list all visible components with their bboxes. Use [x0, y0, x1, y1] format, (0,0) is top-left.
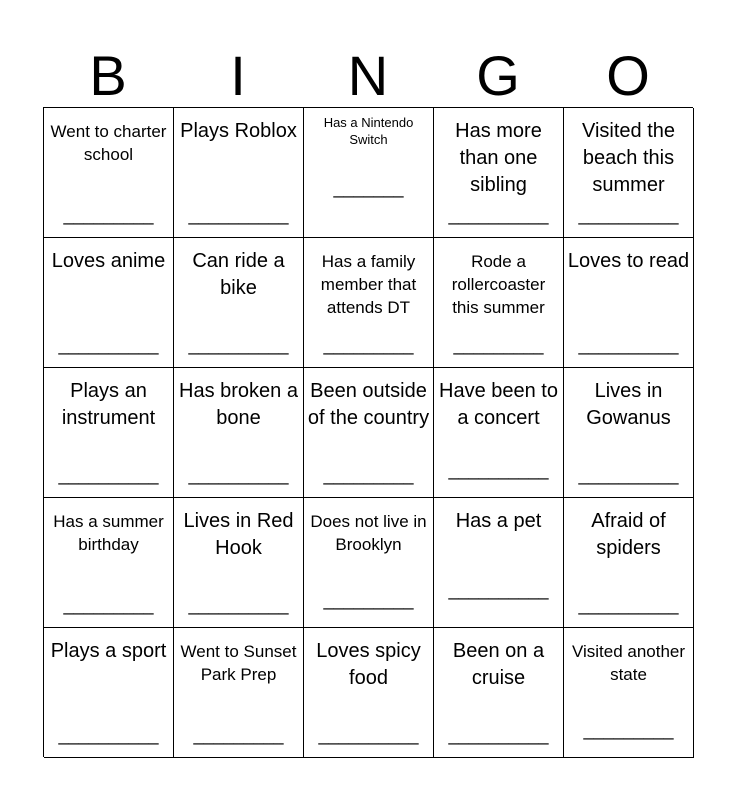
name-blank-line: __________ — [58, 725, 159, 745]
bingo-cell[interactable] — [174, 238, 304, 368]
name-blank-line: __________ — [448, 460, 549, 480]
cell-prompt: Has a summer birthday — [53, 512, 164, 554]
cell-prompt: Lives in Gowanus — [586, 380, 671, 429]
bingo-cell[interactable] — [434, 628, 564, 758]
bingo-cell[interactable] — [434, 238, 564, 368]
cell-prompt: Have been to a concert — [439, 380, 558, 429]
cell-prompt: Plays an instrument — [61, 380, 156, 429]
cell-prompt: Went to Sunset Park Prep — [180, 642, 297, 684]
bingo-cell[interactable] — [564, 628, 694, 758]
name-blank-line: _________ — [323, 335, 414, 355]
bingo-cell[interactable] — [44, 628, 174, 758]
cell-prompt: Been outside of the country — [307, 380, 430, 429]
bingo-cell[interactable] — [564, 368, 694, 498]
bingo-cell[interactable] — [44, 498, 174, 628]
header-letter-o: O — [606, 44, 650, 107]
bingo-board — [43, 107, 693, 757]
bingo-header — [43, 44, 693, 108]
cell-prompt: Went to charter school — [50, 122, 167, 164]
name-blank-line: _________ — [63, 205, 154, 225]
name-blank-line: __________ — [58, 465, 159, 485]
header-letter-g: G — [476, 44, 520, 107]
bingo-cell[interactable] — [174, 628, 304, 758]
name-blank-line: __________ — [578, 335, 679, 355]
cell-prompt: Loves spicy food — [316, 640, 421, 689]
name-blank-line: __________ — [578, 205, 679, 225]
bingo-cell[interactable] — [564, 108, 694, 238]
cell-prompt: Has a family member that attends DT — [320, 252, 417, 317]
cell-prompt: Lives in Red Hook — [183, 510, 294, 559]
cell-prompt: Can ride a bike — [192, 250, 285, 299]
cell-prompt: Has a Nintendo Switch — [323, 115, 414, 147]
name-blank-line: _________ — [193, 725, 284, 745]
header-letter-i: I — [230, 44, 246, 107]
bingo-cell[interactable] — [44, 238, 174, 368]
name-blank-line: __________ — [448, 725, 549, 745]
name-blank-line: __________ — [188, 335, 289, 355]
cell-prompt: Has broken a bone — [179, 380, 298, 429]
name-blank-line: __________ — [188, 595, 289, 615]
bingo-cell[interactable] — [304, 498, 434, 628]
name-blank-line: __________ — [578, 595, 679, 615]
header-letter-n: N — [347, 44, 389, 107]
name-blank-line: _______ — [333, 178, 404, 198]
name-blank-line: __________ — [448, 205, 549, 225]
bingo-cell[interactable] — [564, 498, 694, 628]
name-blank-line: __________ — [578, 465, 679, 485]
name-blank-line: __________ — [318, 725, 419, 745]
bingo-cell[interactable] — [304, 238, 434, 368]
bingo-cell[interactable] — [434, 368, 564, 498]
header-letter-b: B — [89, 44, 127, 107]
bingo-cell[interactable] — [44, 108, 174, 238]
name-blank-line: __________ — [188, 205, 289, 225]
name-blank-line: _________ — [453, 335, 544, 355]
bingo-cell[interactable] — [434, 108, 564, 238]
name-blank-line: __________ — [58, 335, 159, 355]
bingo-cell[interactable] — [304, 628, 434, 758]
cell-prompt: Visited the beach this summer — [581, 120, 676, 196]
cell-prompt: Loves to read — [567, 250, 690, 272]
name-blank-line: _________ — [583, 720, 674, 740]
bingo-cell[interactable] — [564, 238, 694, 368]
cell-prompt: Rode a rollercoaster this summer — [451, 252, 546, 317]
cell-prompt: Been on a cruise — [452, 640, 545, 689]
bingo-cell[interactable] — [304, 368, 434, 498]
name-blank-line: _________ — [323, 590, 414, 610]
bingo-cell[interactable] — [174, 368, 304, 498]
name-blank-line: __________ — [188, 465, 289, 485]
cell-prompt: Has more than one sibling — [455, 120, 542, 196]
cell-prompt: Afraid of spiders — [591, 510, 666, 559]
name-blank-line: _________ — [323, 465, 414, 485]
cell-prompt: Plays Roblox — [180, 120, 297, 142]
bingo-cell[interactable] — [44, 368, 174, 498]
name-blank-line: _________ — [63, 595, 154, 615]
bingo-cell[interactable] — [304, 108, 434, 238]
name-blank-line: __________ — [448, 580, 549, 600]
cell-prompt: Does not live in Brooklyn — [310, 512, 427, 554]
bingo-cell[interactable] — [174, 108, 304, 238]
cell-prompt: Plays a sport — [50, 640, 167, 662]
cell-prompt: Visited another state — [571, 642, 686, 684]
bingo-cell[interactable] — [434, 498, 564, 628]
bingo-cell[interactable] — [174, 498, 304, 628]
cell-prompt: Loves anime — [51, 250, 166, 272]
cell-prompt: Has a pet — [455, 510, 542, 532]
